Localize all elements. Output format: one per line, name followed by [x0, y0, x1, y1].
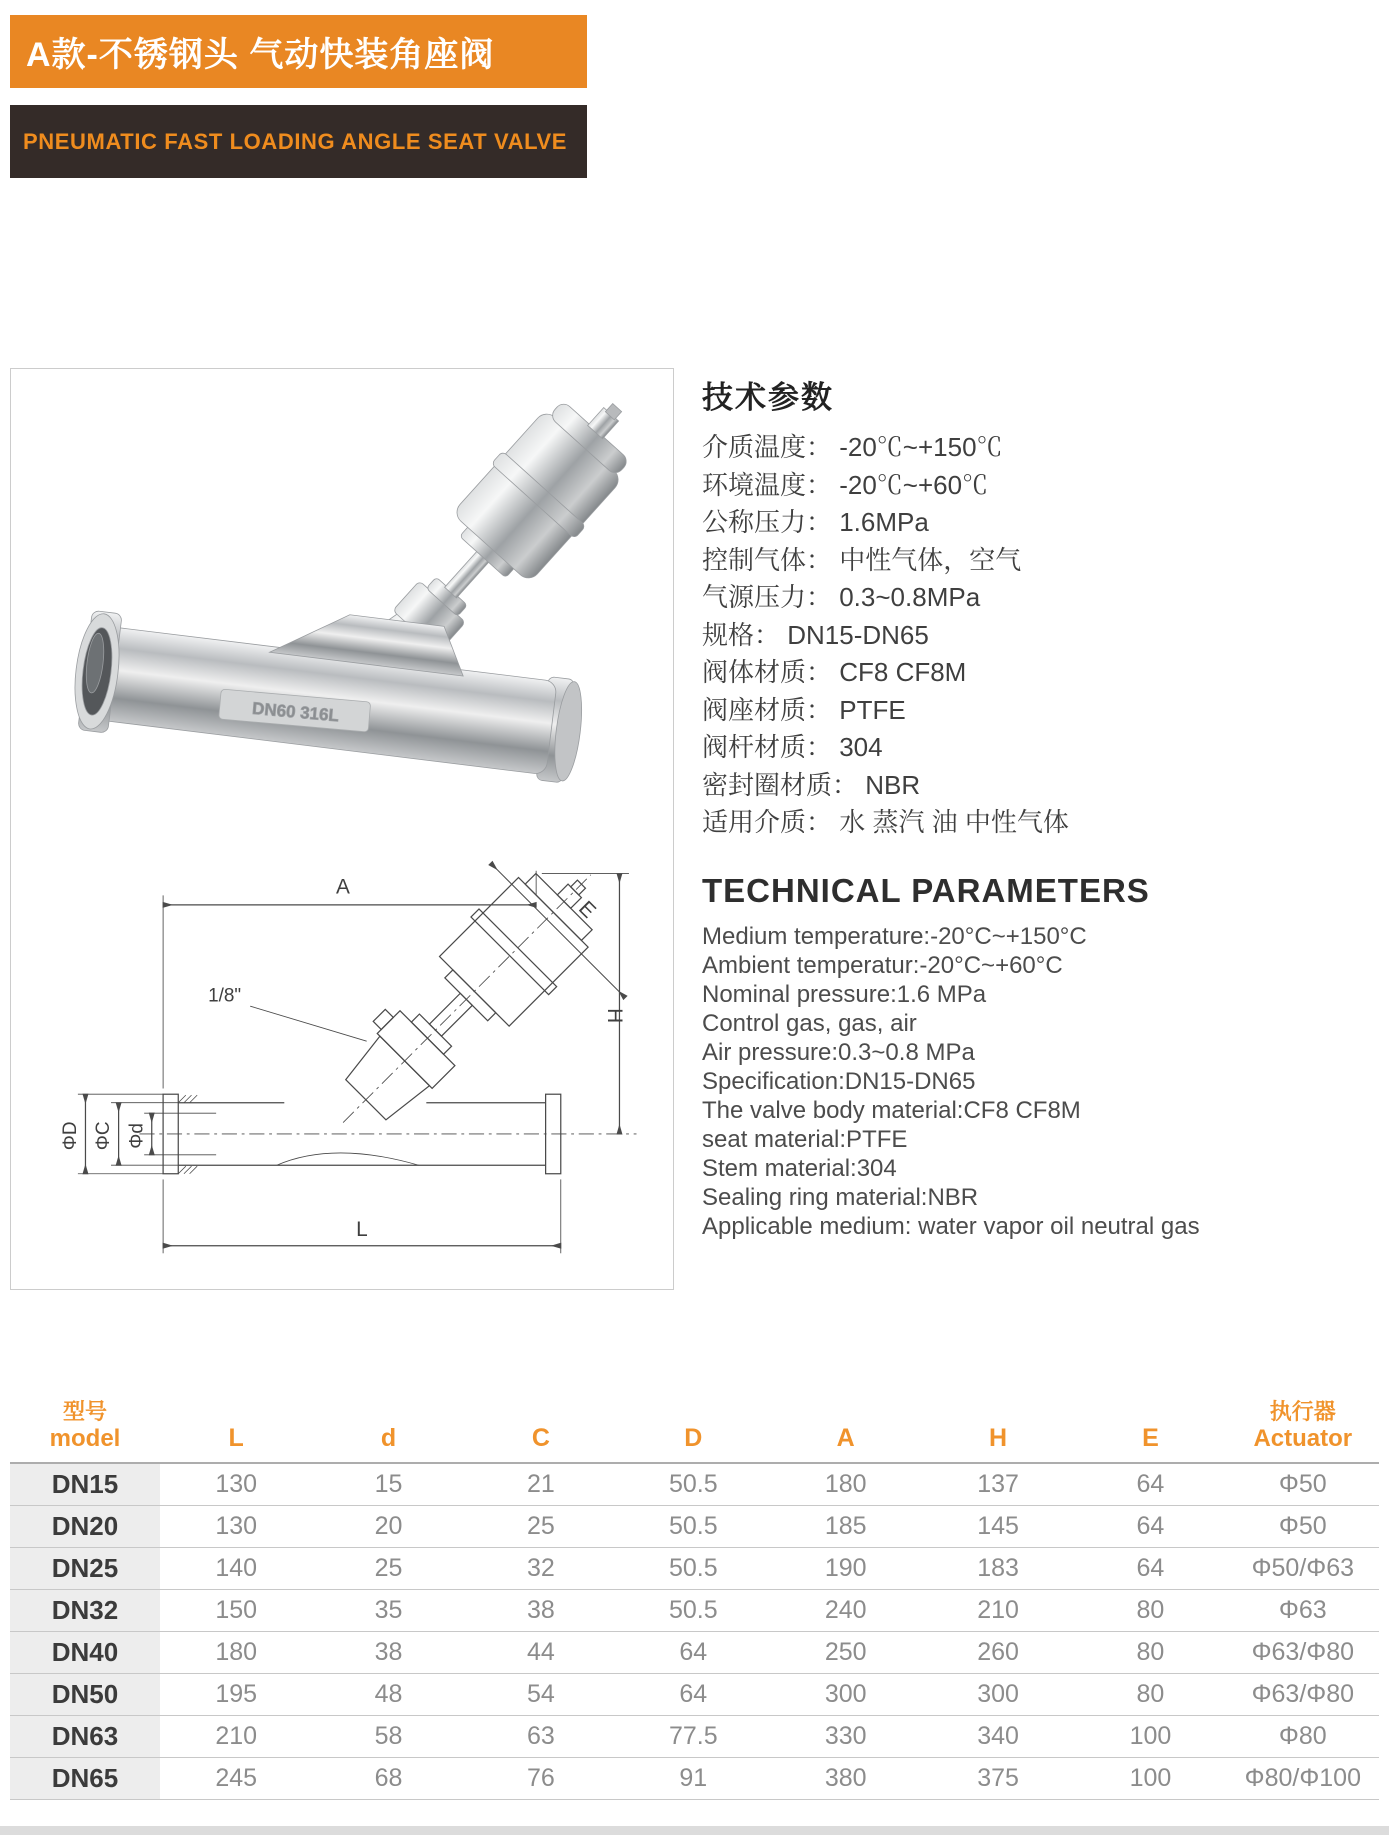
table-row — [10, 1547, 1379, 1589]
header-col-d: d — [380, 1424, 397, 1452]
cell-d: 58 — [374, 1721, 403, 1750]
cell-d: 35 — [374, 1595, 403, 1624]
page-footer-band — [0, 1826, 1389, 1835]
spec-line-en: Specification:DN15-DN65 — [702, 1067, 976, 1095]
cell-l: 210 — [215, 1721, 258, 1750]
cell-a: 380 — [824, 1763, 867, 1792]
cell-dd: 50.5 — [668, 1595, 718, 1624]
port-size-label: 1/8" — [208, 985, 242, 1007]
spec-line-en: Sealing ring material:NBR — [702, 1183, 979, 1211]
technical-drawing — [23, 831, 663, 1276]
spec-line-zh: 阀杆材质： 304 — [702, 732, 883, 762]
cell-a: 240 — [824, 1595, 867, 1624]
spec-line-en: Medium temperature:-20°C~+150°C — [702, 922, 1087, 950]
cell-c: 21 — [527, 1469, 555, 1498]
valve-photo-illustration — [37, 399, 637, 829]
spec-line-zh: 介质温度： -20℃~+150℃ — [702, 432, 1003, 462]
cell-e: 64 — [1136, 1553, 1165, 1582]
product-title-banner — [10, 15, 587, 88]
cell-e: 80 — [1136, 1637, 1165, 1666]
cell-c: 25 — [527, 1511, 555, 1540]
spec-list-en — [702, 922, 1352, 1241]
cell-c: 32 — [527, 1553, 555, 1582]
cell-h: 145 — [977, 1511, 1019, 1540]
cell-d: 68 — [374, 1763, 403, 1792]
product-subtitle: PNEUMATIC FAST LOADING ANGLE SEAT VALVE — [23, 128, 568, 154]
cell-l: 150 — [215, 1595, 258, 1624]
cell-c: 63 — [527, 1721, 555, 1750]
dim-label-l: L — [356, 1218, 368, 1242]
cell-a: 190 — [824, 1553, 867, 1582]
spec-heading-en: TECHNICAL PARAMETERS — [702, 871, 1150, 909]
spec-list-zh — [702, 429, 1352, 842]
spec-line-en: Air pressure:0.3~0.8 MPa — [702, 1038, 975, 1066]
spec-line-zh: 阀体材质： CF8 CF8M — [702, 657, 967, 687]
cell-model: DN15 — [10, 1463, 160, 1505]
dim-label-dia-d-bore: Φd — [126, 1123, 148, 1149]
spec-line-zh: 控制气体： 中性气体，空气 — [702, 544, 1022, 575]
cell-d: 20 — [374, 1511, 403, 1540]
table-row — [10, 1631, 1379, 1673]
cell-actuator: Φ63/Φ80 — [1251, 1637, 1355, 1666]
cell-actuator: Φ50/Φ63 — [1251, 1553, 1355, 1582]
valve-dimension-drawing — [23, 831, 663, 1276]
cell-l: 195 — [215, 1679, 258, 1708]
cell-actuator: Φ80/Φ100 — [1244, 1763, 1361, 1792]
cell-c: 76 — [527, 1763, 555, 1792]
cell-c: 38 — [527, 1595, 555, 1624]
cell-d: 48 — [374, 1679, 403, 1708]
dim-label-e: E — [574, 896, 601, 923]
spec-line-zh: 密封圈材质： NBR — [702, 769, 921, 800]
cell-e: 80 — [1136, 1679, 1165, 1708]
header-model: 型号 model — [49, 1399, 121, 1452]
header-actuator: 执行器 Actuator — [1253, 1399, 1353, 1452]
spec-heading-zh: 技术参数 — [702, 380, 834, 415]
cell-l: 245 — [215, 1763, 258, 1792]
cell-a: 300 — [824, 1679, 867, 1708]
cell-dd: 91 — [679, 1763, 708, 1792]
header-col-a: A — [836, 1424, 855, 1452]
cell-c: 44 — [527, 1637, 555, 1666]
cell-l: 130 — [215, 1469, 258, 1498]
spec-line-en: Nominal pressure:1.6 MPa — [702, 980, 987, 1008]
cell-h: 300 — [977, 1679, 1019, 1708]
spec-line-en: seat material:PTFE — [702, 1125, 908, 1153]
cell-h: 137 — [977, 1469, 1019, 1498]
cell-l: 180 — [215, 1637, 258, 1666]
header-col-l: L — [228, 1424, 244, 1452]
cell-dd: 50.5 — [668, 1511, 718, 1540]
dim-label-dia-d-outer: ΦD — [60, 1121, 82, 1151]
cell-model: DN50 — [10, 1673, 160, 1715]
cell-actuator: Φ50 — [1278, 1469, 1327, 1498]
cell-dd: 50.5 — [668, 1553, 718, 1582]
cell-dd: 50.5 — [668, 1469, 718, 1498]
spec-line-zh: 气源压力： 0.3~0.8MPa — [702, 582, 981, 612]
spec-line-zh: 适用介质： 水 蒸汽 油 中性气体 — [702, 807, 1069, 837]
spec-line-en: Applicable medium: water vapor oil neutral gas — [702, 1212, 1200, 1240]
cell-e: 64 — [1136, 1469, 1165, 1498]
cell-h: 210 — [977, 1595, 1019, 1624]
spec-line-zh: 环境温度： -20℃~+60℃ — [702, 469, 989, 500]
body-mark-text: DN60 316L — [251, 698, 340, 726]
figure-box — [10, 368, 674, 1290]
spec-line-zh: 阀座材质： PTFE — [702, 694, 906, 725]
cell-model: DN40 — [10, 1631, 160, 1673]
spec-line-en: Ambient temperatur:-20°C~+60°C — [702, 951, 1063, 979]
table-row — [10, 1673, 1379, 1715]
table-row — [10, 1757, 1379, 1799]
table-row — [10, 1505, 1379, 1547]
cell-model: DN20 — [10, 1505, 160, 1547]
cell-d: 15 — [374, 1469, 403, 1498]
dimension-table — [10, 1398, 1379, 1800]
cell-l: 140 — [215, 1553, 258, 1582]
product-subtitle-banner — [10, 105, 587, 178]
spec-line-zh: 公称压力： 1.6MPa — [702, 507, 929, 537]
dim-label-h: H — [603, 1008, 627, 1024]
cell-actuator: Φ63 — [1278, 1595, 1327, 1624]
cell-dd: 64 — [679, 1679, 708, 1708]
table-header-row — [10, 1398, 1379, 1463]
cell-a: 330 — [824, 1721, 867, 1750]
cell-model: DN25 — [10, 1547, 160, 1589]
cell-dd: 77.5 — [668, 1721, 718, 1750]
cell-model: DN63 — [10, 1715, 160, 1757]
cell-h: 375 — [977, 1763, 1019, 1792]
table-row — [10, 1589, 1379, 1631]
spec-line-en: The valve body material:CF8 CF8M — [702, 1096, 1081, 1124]
header-col-c: C — [531, 1424, 550, 1452]
spec-line-zh: 规格： DN15-DN65 — [702, 619, 929, 650]
spec-line-en: Stem material:304 — [702, 1154, 897, 1182]
cell-model: DN32 — [10, 1589, 160, 1631]
header-col-dd: D — [684, 1424, 703, 1452]
cell-e: 100 — [1129, 1763, 1172, 1792]
cell-h: 340 — [977, 1721, 1019, 1750]
cell-a: 180 — [824, 1469, 867, 1498]
cell-a: 250 — [824, 1637, 867, 1666]
cell-d: 25 — [374, 1553, 403, 1582]
cell-e: 100 — [1129, 1721, 1172, 1750]
cell-actuator: Φ50 — [1278, 1511, 1327, 1540]
spec-column — [702, 372, 1352, 1241]
cell-h: 183 — [977, 1553, 1019, 1582]
cell-dd: 64 — [679, 1637, 708, 1666]
product-title: A款-不锈钢头 气动快装角座阀 — [26, 36, 495, 74]
cell-e: 80 — [1136, 1595, 1165, 1624]
product-photo — [37, 399, 637, 829]
cell-h: 260 — [977, 1637, 1019, 1666]
header-col-e: E — [1142, 1424, 1159, 1452]
dim-label-a: A — [336, 875, 350, 899]
cell-actuator: Φ80 — [1278, 1721, 1327, 1750]
table-row — [10, 1715, 1379, 1757]
dim-label-dia-c: ΦC — [93, 1121, 115, 1151]
cell-d: 38 — [374, 1637, 403, 1666]
cell-e: 64 — [1136, 1511, 1165, 1540]
table-row — [10, 1463, 1379, 1505]
cell-l: 130 — [215, 1511, 258, 1540]
cell-actuator: Φ63/Φ80 — [1251, 1679, 1355, 1708]
spec-line-en: Control gas, gas, air — [702, 1009, 917, 1037]
cell-c: 54 — [527, 1679, 555, 1708]
cell-a: 185 — [824, 1511, 867, 1540]
cell-model: DN65 — [10, 1757, 160, 1799]
header-col-h: H — [989, 1424, 1008, 1452]
